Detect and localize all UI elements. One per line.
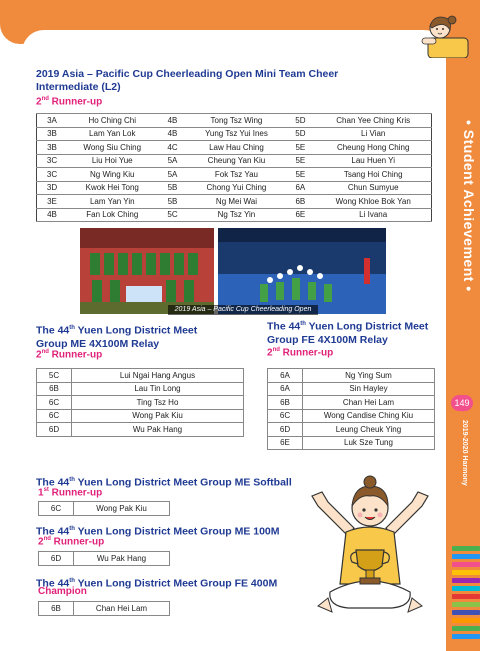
- section1-award: 2nd Runner-up: [36, 96, 103, 108]
- class-cell: 4B: [158, 114, 188, 128]
- section6-400m-table: [38, 601, 170, 616]
- class-cell: 5C: [37, 369, 72, 383]
- class-cell: 6D: [268, 423, 303, 437]
- name-cell: Lau Tin Long: [72, 382, 244, 396]
- table-row: [37, 423, 244, 437]
- name-cell: Ho Ching Chi: [67, 114, 158, 128]
- class-cell: 6B: [268, 396, 303, 410]
- name-cell: Ng Tsz Yin: [188, 208, 286, 222]
- table-row: [37, 396, 244, 410]
- name-cell: Lam Yan Lok: [67, 127, 158, 141]
- table-row: [268, 409, 435, 423]
- section6-award: Champion: [38, 586, 87, 597]
- class-cell: 4B: [158, 127, 188, 141]
- class-cell: 3B: [37, 141, 68, 155]
- class-cell: 6E: [268, 436, 303, 450]
- year-label: 2019-2020 Harmony: [461, 420, 468, 486]
- name-cell: Ng Wing Kiu: [67, 168, 158, 182]
- table-row: [268, 423, 435, 437]
- class-cell: 6C: [37, 396, 72, 410]
- girl-with-trophy-illustration: [308, 466, 432, 626]
- table-row: [268, 382, 435, 396]
- table-row: [37, 181, 432, 195]
- name-cell: Ng Mei Wai: [188, 195, 286, 209]
- name-cell: Kwok Hei Tong: [67, 181, 158, 195]
- section2-award: 2nd Runner-up: [36, 349, 103, 361]
- table-row: [37, 141, 432, 155]
- class-cell: 3E: [37, 195, 68, 209]
- table-row: [37, 114, 432, 128]
- name-cell: Luk Sze Tung: [303, 436, 435, 450]
- name-cell: Li Vian: [315, 127, 431, 141]
- section3-title: The 44th Yuen Long District Meet Group FE 4X100M Relay: [267, 320, 429, 346]
- name-cell: Liu Hoi Yue: [67, 154, 158, 168]
- stacked-books-decoration: [446, 540, 480, 651]
- class-cell: 4B: [37, 208, 68, 222]
- name-cell: Wong Pak Kiu: [74, 502, 170, 516]
- section5-100m-table: [38, 551, 170, 566]
- class-cell: 3A: [37, 114, 68, 128]
- class-cell: 5E: [285, 168, 315, 182]
- table-row: [268, 369, 435, 383]
- name-cell: Wong Siu Ching: [67, 141, 158, 155]
- table-row: [39, 502, 170, 516]
- table-row: [37, 409, 244, 423]
- name-cell: Wu Pak Hang: [72, 423, 244, 437]
- section4-title: The 44th Yuen Long District Meet Group ME Softball: [36, 476, 292, 489]
- name-cell: Ting Tsz Ho: [72, 396, 244, 410]
- name-cell: Li Ivana: [315, 208, 431, 222]
- photo-caption: 2019 Asia – Pacific Cup Cheerleading Open: [168, 305, 318, 315]
- section3-relay-table: [267, 368, 435, 450]
- name-cell: Chun Sumyue: [315, 181, 431, 195]
- table-row: [39, 602, 170, 616]
- class-cell: 5C: [158, 208, 188, 222]
- class-cell: 5D: [285, 114, 315, 128]
- name-cell: Wu Pak Hang: [74, 552, 170, 566]
- class-cell: 5A: [158, 168, 188, 182]
- table-row: [37, 127, 432, 141]
- table-row: [268, 396, 435, 410]
- class-cell: 6C: [268, 409, 303, 423]
- section5-award: 2nd Runner-up: [38, 536, 105, 548]
- class-cell: 6C: [37, 409, 72, 423]
- table-row: [37, 208, 432, 222]
- table-row: [37, 168, 432, 182]
- name-cell: Cheung Yan Kiu: [188, 154, 286, 168]
- name-cell: Fok Tsz Yau: [188, 168, 286, 182]
- class-cell: 5A: [158, 154, 188, 168]
- name-cell: Chan Hei Lam: [74, 602, 170, 616]
- name-cell: Chan Hei Lam: [303, 396, 435, 410]
- class-cell: 6A: [268, 369, 303, 383]
- class-cell: 6B: [39, 602, 74, 616]
- class-cell: 5B: [158, 181, 188, 195]
- class-cell: 5E: [285, 141, 315, 155]
- name-cell: Chong Yui Ching: [188, 181, 286, 195]
- class-cell: 3C: [37, 168, 68, 182]
- name-cell: Law Hau Ching: [188, 141, 286, 155]
- name-cell: Tong Tsz Wing: [188, 114, 286, 128]
- name-cell: Ng Ying Sum: [303, 369, 435, 383]
- class-cell: 6A: [268, 382, 303, 396]
- class-cell: 5B: [158, 195, 188, 209]
- table-row: [37, 382, 244, 396]
- name-cell: Chan Yee Ching Kris: [315, 114, 431, 128]
- class-cell: 6A: [285, 181, 315, 195]
- name-cell: Lam Yan Yin: [67, 195, 158, 209]
- page-number-badge: 149: [451, 395, 473, 411]
- class-cell: 6B: [285, 195, 315, 209]
- class-cell: 6D: [39, 552, 74, 566]
- table-row: [37, 195, 432, 209]
- section6-title: The 44th Yuen Long District Meet Group FE 400M: [36, 577, 278, 590]
- section1-title: 2019 Asia – Pacific Cup Cheerleading Open Mini Team Cheer Intermediate (L2): [36, 68, 339, 93]
- section1-team-table: [36, 113, 432, 222]
- class-cell: 6E: [285, 208, 315, 222]
- name-cell: Wong Pak Kiu: [72, 409, 244, 423]
- table-row: [37, 369, 244, 383]
- class-cell: 3D: [37, 181, 68, 195]
- name-cell: Tsang Hoi Ching: [315, 168, 431, 182]
- section4-award: 1st Runner-up: [38, 487, 103, 499]
- name-cell: Sin Hayley: [303, 382, 435, 396]
- class-cell: 6D: [37, 423, 72, 437]
- class-cell: 6B: [37, 382, 72, 396]
- class-cell: 5E: [285, 154, 315, 168]
- table-row: [39, 552, 170, 566]
- page-top-curve: [22, 30, 446, 60]
- section2-relay-table: [36, 368, 244, 437]
- class-cell: 3B: [37, 127, 68, 141]
- section5-title: The 44th Yuen Long District Meet Group ME 100M: [36, 525, 280, 538]
- table-row: [268, 436, 435, 450]
- girl-leaning-illustration: [414, 8, 474, 58]
- class-cell: 4C: [158, 141, 188, 155]
- name-cell: Wong Khloe Bok Yan: [315, 195, 431, 209]
- class-cell: 5D: [285, 127, 315, 141]
- section2-title: The 44th Yuen Long District Meet Group ME 4X100M Relay: [36, 324, 198, 350]
- section3-award: 2nd Runner-up: [267, 347, 334, 359]
- name-cell: Leung Cheuk Ying: [303, 423, 435, 437]
- section4-softball-table: [38, 501, 170, 516]
- sidebar-title: • Student Achievement •: [461, 120, 477, 292]
- class-cell: 6C: [39, 502, 74, 516]
- name-cell: Lui Ngai Hang Angus: [72, 369, 244, 383]
- name-cell: Wong Candise Ching Kiu: [303, 409, 435, 423]
- name-cell: Lau Huen Yi: [315, 154, 431, 168]
- cheerleading-photo: [80, 228, 386, 314]
- class-cell: 3C: [37, 154, 68, 168]
- name-cell: Yung Tsz Yui Ines: [188, 127, 286, 141]
- table-row: [37, 154, 432, 168]
- name-cell: Fan Lok Ching: [67, 208, 158, 222]
- name-cell: Cheung Hong Ching: [315, 141, 431, 155]
